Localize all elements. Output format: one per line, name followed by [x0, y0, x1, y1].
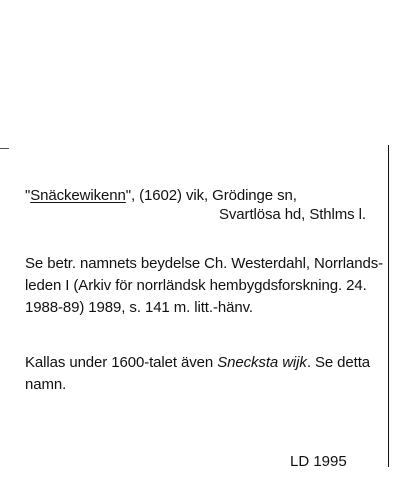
- signature: LD 1995: [290, 453, 347, 470]
- headword-description: , (1602) vik, Grödinge sn,: [131, 187, 297, 204]
- note-line: namn.: [25, 376, 67, 393]
- location-line: Svartlösa hd, Sthlms l.: [219, 206, 366, 223]
- reference-line: 1988-89) 1989, s. 141 m. litt.-hänv.: [25, 299, 253, 316]
- note-line: [25, 352, 370, 374]
- headword-close-quote: ": [125, 187, 131, 204]
- card-right-edge-line: [388, 145, 389, 467]
- scan-edge-mark: [0, 148, 9, 149]
- headword: Snäckewikenn: [30, 187, 126, 204]
- reference-line: Se betr. namnets beydelse Ch. Westerdahl, Norrlands-: [25, 255, 384, 272]
- headword-open-quote: ": [25, 187, 31, 204]
- note-text: . Se detta: [306, 354, 371, 371]
- note-text: Kallas under 1600-talet även: [25, 354, 218, 371]
- reference-paragraph: [25, 253, 383, 319]
- note-paragraph: [25, 352, 370, 396]
- variant-name: Snecksta wijk: [217, 354, 307, 371]
- reference-line: leden I (Arkiv för norrländsk hembygdsforskning. 24.: [25, 277, 367, 294]
